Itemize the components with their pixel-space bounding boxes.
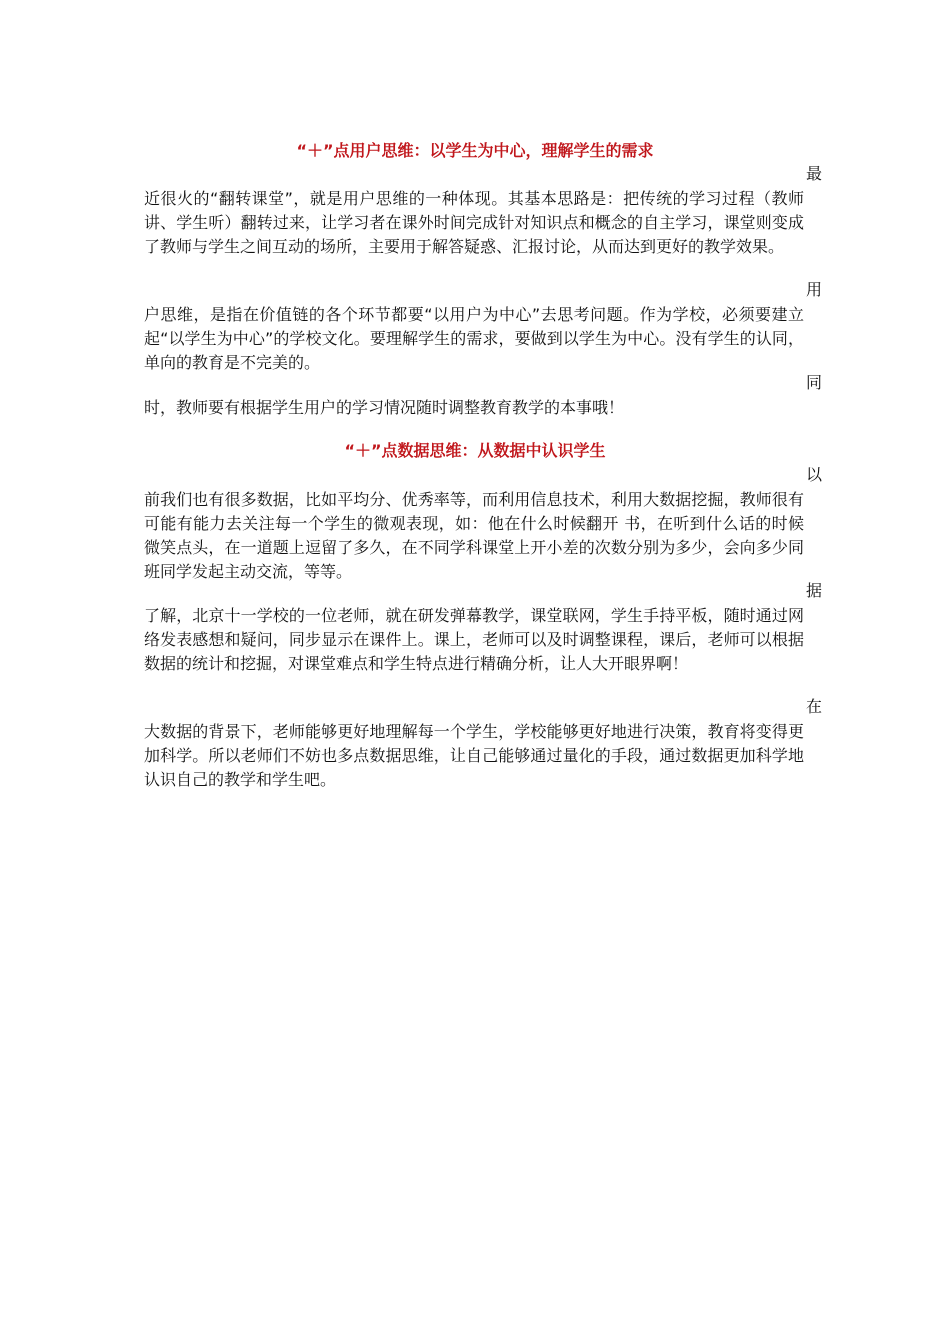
paragraph-adjust-teaching: 时，教师要有根据学生用户的学习情况随时调整教育教学的本事哦！ bbox=[144, 398, 625, 417]
paragraph-lead-char: 同 bbox=[806, 373, 823, 392]
paragraph-big-data-mining: 前我们也有很多数据，比如平均分、优秀率等，而利用信息技术，利用大数据挖掘，教师很有可能有能力去关注每一个学生的微观表现，如：他在什么时候翻开 书，在听到什么话的时候微笑点头，在一道题上逗留了多久，在不同学科课堂上开小差的次数分别为多少，会向多少同班同学发起主动交流，等等。 bbox=[144, 490, 804, 581]
paragraph-lead-char: 以 bbox=[806, 465, 823, 484]
paragraph-data-conclusion: 大数据的背景下，老师能够更好地理解每一个学生，学校能够更好地进行决策，教育将变得更加科学。所以老师们不妨也多点数据思维，让自己能够通过量化的手段，通过数据更加科学地认识自己的教学和学生吧。 bbox=[144, 722, 804, 789]
section-heading-user-thinking: “＋”点用户思维：以学生为中心，理解学生的需求 bbox=[296, 141, 654, 160]
paragraph-barrage-teaching: 了解，北京十一学校的一位老师，就在研发弹幕教学，课堂联网，学生手持平板，随时通过网络发表感想和疑问，同步显示在课件上。课上，老师可以及时调整课程，课后，老师可以根据数据的统计和挖掘，对课堂难点和学生特点进行精确分析，让人大开眼界啊！ bbox=[144, 606, 804, 673]
paragraph-lead-char: 在 bbox=[806, 697, 823, 716]
paragraph-user-centered: 户思维，是指在价值链的各个环节都要“以用户为中心”去思考问题。作为学校，必须要建立起“以学生为中心”的学校文化。要理解学生的需求，要做到以学生为中心。没有学生的认同，单向的教育是不完美的。 bbox=[144, 305, 804, 372]
paragraph-lead-char: 据 bbox=[806, 581, 823, 600]
section-heading-data-thinking: “＋”点数据思维：从数据中认识学生 bbox=[344, 441, 606, 460]
paragraph-lead-char: 最 bbox=[806, 164, 823, 183]
paragraph-lead-char: 用 bbox=[806, 280, 823, 299]
paragraph-flipped-classroom: 近很火的“翻转课堂”，就是用户思维的一种体现。其基本思路是：把传统的学习过程（教师讲、学生听）翻转过来，让学习者在课外时间完成针对知识点和概念的自主学习，课堂则变成了教师与学生之间互动的场所，主要用于解答疑惑、汇报讨论，从而达到更好的教学效果。 bbox=[144, 189, 804, 256]
